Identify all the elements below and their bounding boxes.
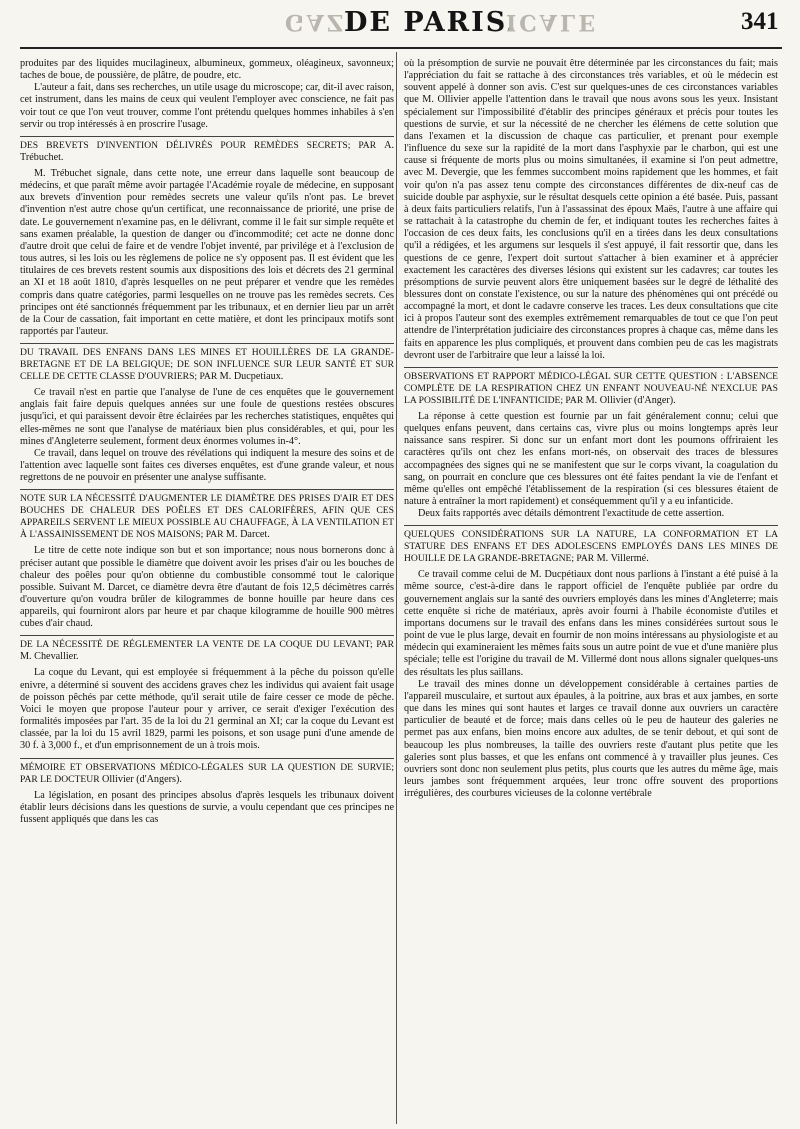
- paragraph: La coque du Levant, qui est employée si fréquemment à la pêche du poisson qu'elle enivre, a déterminé si souvent des accidens graves chez les individus qui avaient fait usage de poisson pêchés par cette méthode, qu'il serait utile de faire cesser ce mode de pêche. Voici le moyen que propose l'auteur pour y arriver, ce serait d'exiger l'exécution des formalités imposées par l'art. 35 de la loi du 21 germinal an XI; car la coque du Levant est classée, par la loi du 15 avril 1829, parmi les poisons, et son usage puni d'une amende de 30 f. à 3,000 f., et d'un emprisonnement de un à trois mois.: [20, 667, 394, 752]
- paragraph: produites par des liquides mucilagineux, albumineux, gommeux, oléagineux, savonneux; taches de boue, de poussière, de plâtre, de poudre, etc.: [20, 58, 394, 82]
- heading-author: M. Villermé.: [596, 553, 649, 565]
- heading-author: Ollivier (d'Angers).: [102, 773, 182, 785]
- paragraph: La réponse à cette question est fournie par un fait généralement connu; celui que quelques enfans peuvent, dans certains cas, vivre plus ou moins longtemps après leur naissance sans respirer. Si donc sur un enfant mort dont les poumons offriraient les caractères qu'ils ont chez les enfans mort-nés, on observait des traces de blessures accompagnées des signes qui ne se manifestent que sur le corps vivant, la coagulation du sang, on pourrait en conclure que ces blessures ont été faites pendant la vie de l'enfant et même qu'elles ont empêché l'établissement de la respiration (si ces blessures étaient de nature à entraîner la mort rapidement) et conséquemment qu'il y a eu infanticide.: [404, 410, 778, 507]
- heading-title: DE LA NÉCESSITÉ DE RÉGLEMENTER LA VENTE DE LA COQUE DU LEVANT; PAR: [20, 639, 394, 651]
- paragraph: où la présomption de survie ne pouvait être déterminée par les circonstances du fait; mais l'appréciation du fait se rattache à des circonstances très variables, et où le médecin est souvent appelé à donner son avis. C'est sur quelques-unes de ces circonstances variables que M. Ollivier appelle l'attention dans le travail que nous avons sous les yeux. Insistant spécialement sur l'impossibilité d'établir des principes généraux et précis pour toutes les questions de survie, et sur la nécessité de ne chercher les élémens de cette solution que dans l'examen et la discussion de chaque cas particulier, et prenant pour exemple l'influence du sexe sur la rapidité de la mort dans l'asphyxie par le charbon, qui est une cause si fréquente de morts plus ou moins simultanées, il examine si l'on peut admettre, avec M. Devergie, que les femmes succombent moins rapidement que les hommes, et fait voir qu'on n'a pas assez tenu compte des circonstances différentes de dix-neuf cas de suicide double par asphyxie, sur le résultat desquels cette opinion a été basée. Puis, passant à deux faits particuliers relatifs, l'un à l'assassinat des époux Maës, l'autre à une affaire qui se rattachait à la catastrophe du chemin de fer, et indiquant toutes les recherches faites à l'occasion de ces deux faits, les conclusions qu'il en a tirées dans les deux consultations qu'il a rédigées, et les argumens sur lesquels il s'est appuyé, il fait ressortir que, dans les questions de ce genre, l'expert doit surtout s'attacher à bien examiner et à apprécier exactement les caractères des diverses lésions qui existent sur les cadavres; car toutes les présomptions de survie peuvent alors être uniquement basées sur le degré de léthalité des blessures dont on constate l'existence, ou sur la nature des phénomènes qui ont précédé ou accompagné la mort, et dont le cadavre conserve les traces. Les deux consultations que cite ici à propos l'auteur sont des exemples extrêmement remarquables de tout ce que l'on peut attendre de l'interprétation judiciaire des circonstances propres à chaque cas, même dans les faits en apparence les plus compliqués, et prouvent dans combien peu de cas les magistrats devront user de l'arbitraire que leur a laissé la loi.: [404, 58, 778, 361]
- section-heading: [404, 367, 778, 407]
- section-heading: [20, 489, 394, 541]
- bleed-through-text-left: GAZ: [285, 9, 346, 35]
- right-column: [404, 58, 778, 1122]
- heading-title: NOTE SUR LA NÉCESSITÉ D'AUGMENTER LE DIAMÈTRE DES PRISES D'AIR ET DES BOUCHES DE CHALEUR DES POÊLES ET DES CALORIFÈRES, AFIN QUE CES APPAREILS SERVENT LE MIEUX POSSIBLE AU CHAUFFAGE, À LA VENTILATION ET À L'ASSAINISSEMENT DE NOS MAISONS; PAR: [20, 493, 394, 541]
- page-header: [0, 0, 800, 46]
- paragraph: Ce travail n'est en partie que l'analyse de l'une de ces enquêtes que le gouvernement anglais fait faire depuis quelques années sur une foule de questions restées obscures jusqu'ici, et qui paraissent devoir être éclairées par les recherches statistiques, enquêtes qui elles-mêmes ne sont que l'analyse de matériaux bien plus considérables, et qui, pour les mines d'Angleterre seulement, forment deux énormes volumes in-4°.: [20, 387, 394, 447]
- left-column: [20, 58, 394, 1122]
- paragraph: Ce travail, dans lequel on trouve des révélations qui indiquent la mesure des soins et de l'attention avec laquelle sont faites ces diverses enquêtes, est d'une grande valeur, et nous regrettons de ne pouvoir en présenter une analyse suffisante.: [20, 447, 394, 484]
- section-heading: [404, 525, 778, 565]
- heading-author: M. Ducpetiaux.: [219, 371, 284, 383]
- paragraph: Ce travail comme celui de M. Ducpétiaux dont nous parlions à l'instant a été puisé à la même source, c'est-à-dire dans le rapport officiel de l'enquête publiée par ordre du gouvernement anglais sur la santé des ouvriers employés dans les mines d'Angleterre; mais cette enquête si riche de matériaux, après avoir fourni à l'habile économiste d'utiles et importans documens sur le travail des enfans dans les mines considérées surtout sous le point de vue le plus large, devait en fournir de non moins intéressans au physiologiste et au médecin qui examineraient les mêmes faits sous un autre point de vue et d'une manière plus spéciale; telle est l'origine du travail de M. Villermé dont nous allons signaler quelques-uns des résultats les plus saillans.: [404, 569, 778, 678]
- paragraph: La législation, en posant des principes absolus d'après lesquels les tribunaux doivent établir leurs décisions dans les questions de survie, a voulu cependant que ces principes ne fussent appliqués que dans les cas: [20, 789, 394, 825]
- heading-author: M. Chevallier.: [20, 651, 79, 663]
- paragraph: Le travail des mines donne un développement considérable à certaines parties de l'appareil musculaire, et surtout aux épaules, à la poitrine, aux bras et aux jambes, en sorte que dans les mines qui sont hautes et larges ce travail donne aux ouvriers un caractère particulier de beauté et de force; mais dans celles où le peu de hauteur des galeries ne permet pas aux enfans, bien moins encore aux adultes, de se tenir debout, et qui sont de beaucoup les plus nombreuses, la taille des ouvriers reste d'autant plus petite que les galeries sont plus basses, et que les enfans ont commencé à y travailler plus jeunes. Ces ouvriers sont donc non seulement plus petits, plus courts que les autres du même âge, mais leurs jambes sont fréquemment arquées, leur tronc offre souvent des proportions irrégulières, des courbures vicieuses de la colonne vertébrale: [404, 678, 778, 800]
- paragraph: L'auteur a fait, dans ses recherches, un utile usage du microscope; car, dit-il avec raison, cet instrument, dans les mains de ceux qui veulent l'employer avec conscience, ne fait pas voir tout ce que l'on veut trouver, comme l'ont prétendu quelques hommes inhabiles à s'en servir ou trop intéressés à en proscrire l'usage.: [20, 82, 394, 130]
- heading-author: M. Ollivier (d'Anger).: [585, 394, 676, 406]
- heading-title: QUELQUES CONSIDÉRATIONS SUR LA NATURE, LA CONFORMATION ET LA STATURE DES ENFANS ET DES ADOLESCENS EMPLOYÉS DANS LES MINES DE HOUILLE DE LA GRANDE-BRETAGNE; PAR: [404, 529, 778, 565]
- page-number: 341: [741, 8, 779, 35]
- heading-title: DES BREVETS D'INVENTION DÉLIVRÉS POUR REMÈDES SECRETS; PAR: [20, 139, 377, 151]
- heading-title: DU TRAVAIL DES ENFANS DANS LES MINES ET HOUILLÈRES DE LA GRANDE-BRETAGNE ET DE LA BELGIQUE; DE SON INFLUENCE SUR LEUR SANTÉ ET SUR CELLE DE CETTE CLASSE D'OUVRIERS; PAR: [20, 347, 394, 383]
- paragraph: Le titre de cette note indique son but et son importance; nous nous bornerons donc à préciser autant que possible le diamètre que doivent avoir les prises d'air ou les bouches de chaleur des poêles pour qu'on obtienne du combustible consommé tout le calorique possible. Suivant M. Darcet, ce diamètre devra être d'autant de fois 12,5 décimètres carrés d'ouverture qu'on voudra brûler de kilogrammes de bonne houille par heure dans ces appareils, qui fourniront alors par heure et par chaque kilogramme de houille 900 mètres cubes d'air chaud.: [20, 545, 394, 630]
- section-heading: [20, 635, 394, 663]
- section-heading: [20, 136, 394, 164]
- heading-title: MÉMOIRE ET OBSERVATIONS MÉDICO-LÉGALES SUR LA QUESTION DE SURVIE; PAR LE DOCTEUR: [20, 761, 394, 785]
- heading-author: A. Trébuchet.: [20, 139, 394, 163]
- bleed-through-text-right: ICALE: [506, 9, 599, 35]
- heading-title: OBSERVATIONS ET RAPPORT MÉDICO-LÉGAL SUR CETTE QUESTION : L'ABSENCE COMPLÈTE DE LA RESPIRATION CHEZ UN ENFANT NOUVEAU-NÉ N'EXCLUE PAS LA POSSIBILITÉ DE L'INFANTICIDE; PAR: [404, 370, 778, 406]
- running-title: DE PARIS.: [344, 7, 518, 38]
- section-heading: [20, 343, 394, 383]
- paragraph: M. Trébuchet signale, dans cette note, une erreur dans laquelle sont beaucoup de médecins, et que paraît même avoir partagée l'Académie royale de médecine, en supposant aux brevets d'invention pour remèdes secrets une valeur qu'ils n'ont pas. Le brevet d'invention n'est autre chose qu'un certificat, une reconnaissance de priorité, une prise de date. Le gouvernement n'examine pas, en le délivrant, comme il le fait sur simple requête et sans examen préalable, la question de danger ou d'incommodité; cet acte ne donne donc d'autre droit que celui de faire et de vendre l'objet inventé, par privilége et à l'exclusion de tous autres, si les lois ou les règlemens de police ne s'y opposent pas. Il est évident que les titulaires de ces brevets restent soumis aux dispositions des lois et décrets des 21 germinal an XI et 18 août 1810, d'après lesquelles on ne peut préparer et vendre que les remèdes compris dans quatre catégories, parmi lesquelles on ne trouve pas les remèdes secrets. Ces principes ont été sanctionnés fréquemment par les tribunaux, et en dernier lieu par un arrêt de la Cour de cassation, fait important en cette matière, et dont les principaux motifs sont rapportés par l'auteur.: [20, 167, 394, 337]
- section-heading: [20, 758, 394, 786]
- heading-author: M. Darcet.: [225, 529, 270, 541]
- paragraph: Deux faits rapportés avec détails démontrent l'exactitude de cette assertion.: [418, 508, 725, 520]
- column-divider: [396, 52, 397, 1124]
- header-rule: [20, 47, 782, 49]
